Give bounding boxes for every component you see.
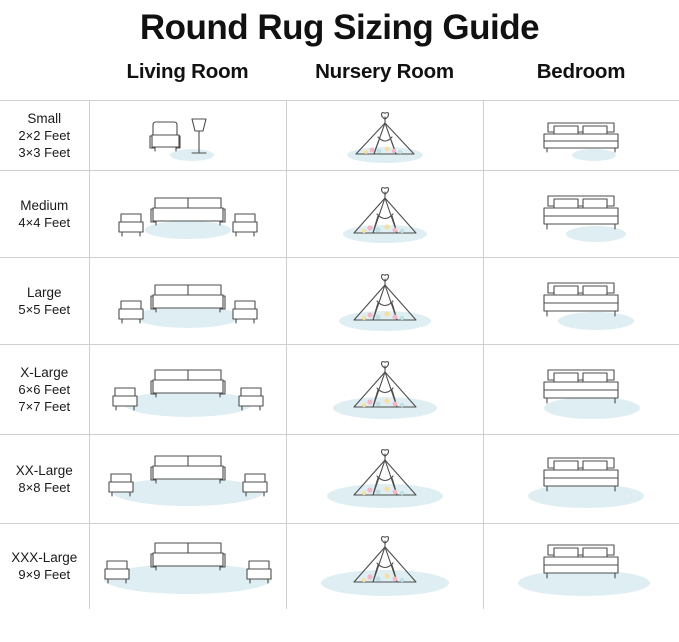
bedroom-illustration-cell [483,345,679,435]
sofa-two-armchairs-scene [93,172,283,256]
size-label-cell [0,258,89,345]
sofa-two-armchairs-scene [93,259,283,343]
size-label-cell [0,171,89,258]
table-corner-cell [0,54,89,101]
size-dimension: 4×4 Feet [18,215,71,230]
page-title: Round Rug Sizing Guide [139,8,540,47]
play-tent-scene [290,346,480,434]
living-room-illustration-cell [89,101,286,171]
size-dimension: 3×3 Feet [18,145,71,160]
size-dimension: 5×5 Feet [18,302,71,317]
table-row [0,345,679,435]
table-row [0,435,679,524]
size-dimension: 7×7 Feet [18,399,71,414]
bedroom-illustration-cell [483,435,679,524]
size-name: XX-Large [15,463,73,478]
size-dimension: 8×8 Feet [18,480,71,495]
size-name: XXX-Large [11,550,78,566]
bed-scene [486,172,676,256]
column-header-living-room: Living Room [126,60,249,83]
size-name: X-Large [20,365,69,380]
play-tent-scene [290,259,480,343]
size-name: Small [27,111,62,126]
table-header-row [0,54,679,101]
bedroom-illustration-cell [483,524,679,609]
living-room-illustration-cell [89,171,286,258]
sizing-grid [0,54,679,609]
bedroom-illustration-cell [483,101,679,171]
sizing-table [0,54,679,609]
size-label-cell [0,435,89,524]
play-tent-scene [290,103,480,169]
table-row [0,101,679,171]
nursery-room-illustration-cell [286,345,483,435]
size-dimension: 2×2 Feet [18,128,71,143]
size-label-cell [0,524,89,609]
bed-scene [486,346,676,434]
size-label-cell [0,101,89,171]
play-tent-scene [290,172,480,256]
bed-scene [486,436,676,522]
size-dimension: 6×6 Feet [18,382,71,397]
sofa-two-armchairs-scene [93,525,283,607]
living-room-illustration-cell [89,345,286,435]
table-row [0,171,679,258]
bedroom-illustration-cell [483,258,679,345]
bed-scene [486,259,676,343]
nursery-room-illustration-cell [286,524,483,609]
play-tent-scene [290,436,480,522]
size-label-cell [0,345,89,435]
column-header-bedroom: Bedroom [536,60,626,83]
nursery-room-illustration-cell [286,171,483,258]
column-header-nursery-room: Nursery Room [315,60,454,83]
armchair-floorlamp-scene [93,103,283,169]
nursery-room-illustration-cell [286,435,483,524]
size-name: Large [26,285,62,300]
table-row [0,524,679,609]
bed-scene [486,103,676,169]
table-row [0,258,679,345]
bedroom-illustration-cell [483,171,679,258]
nursery-room-illustration-cell [286,258,483,345]
size-name: Medium [20,198,69,213]
living-room-illustration-cell [89,258,286,345]
sofa-two-armchairs-scene [93,436,283,522]
bed-scene [486,525,676,607]
living-room-illustration-cell [89,435,286,524]
nursery-room-illustration-cell [286,101,483,171]
living-room-illustration-cell [89,524,286,609]
sofa-two-armchairs-scene [93,346,283,434]
play-tent-scene [290,525,480,607]
size-dimension: 9×9 Feet [18,567,71,583]
